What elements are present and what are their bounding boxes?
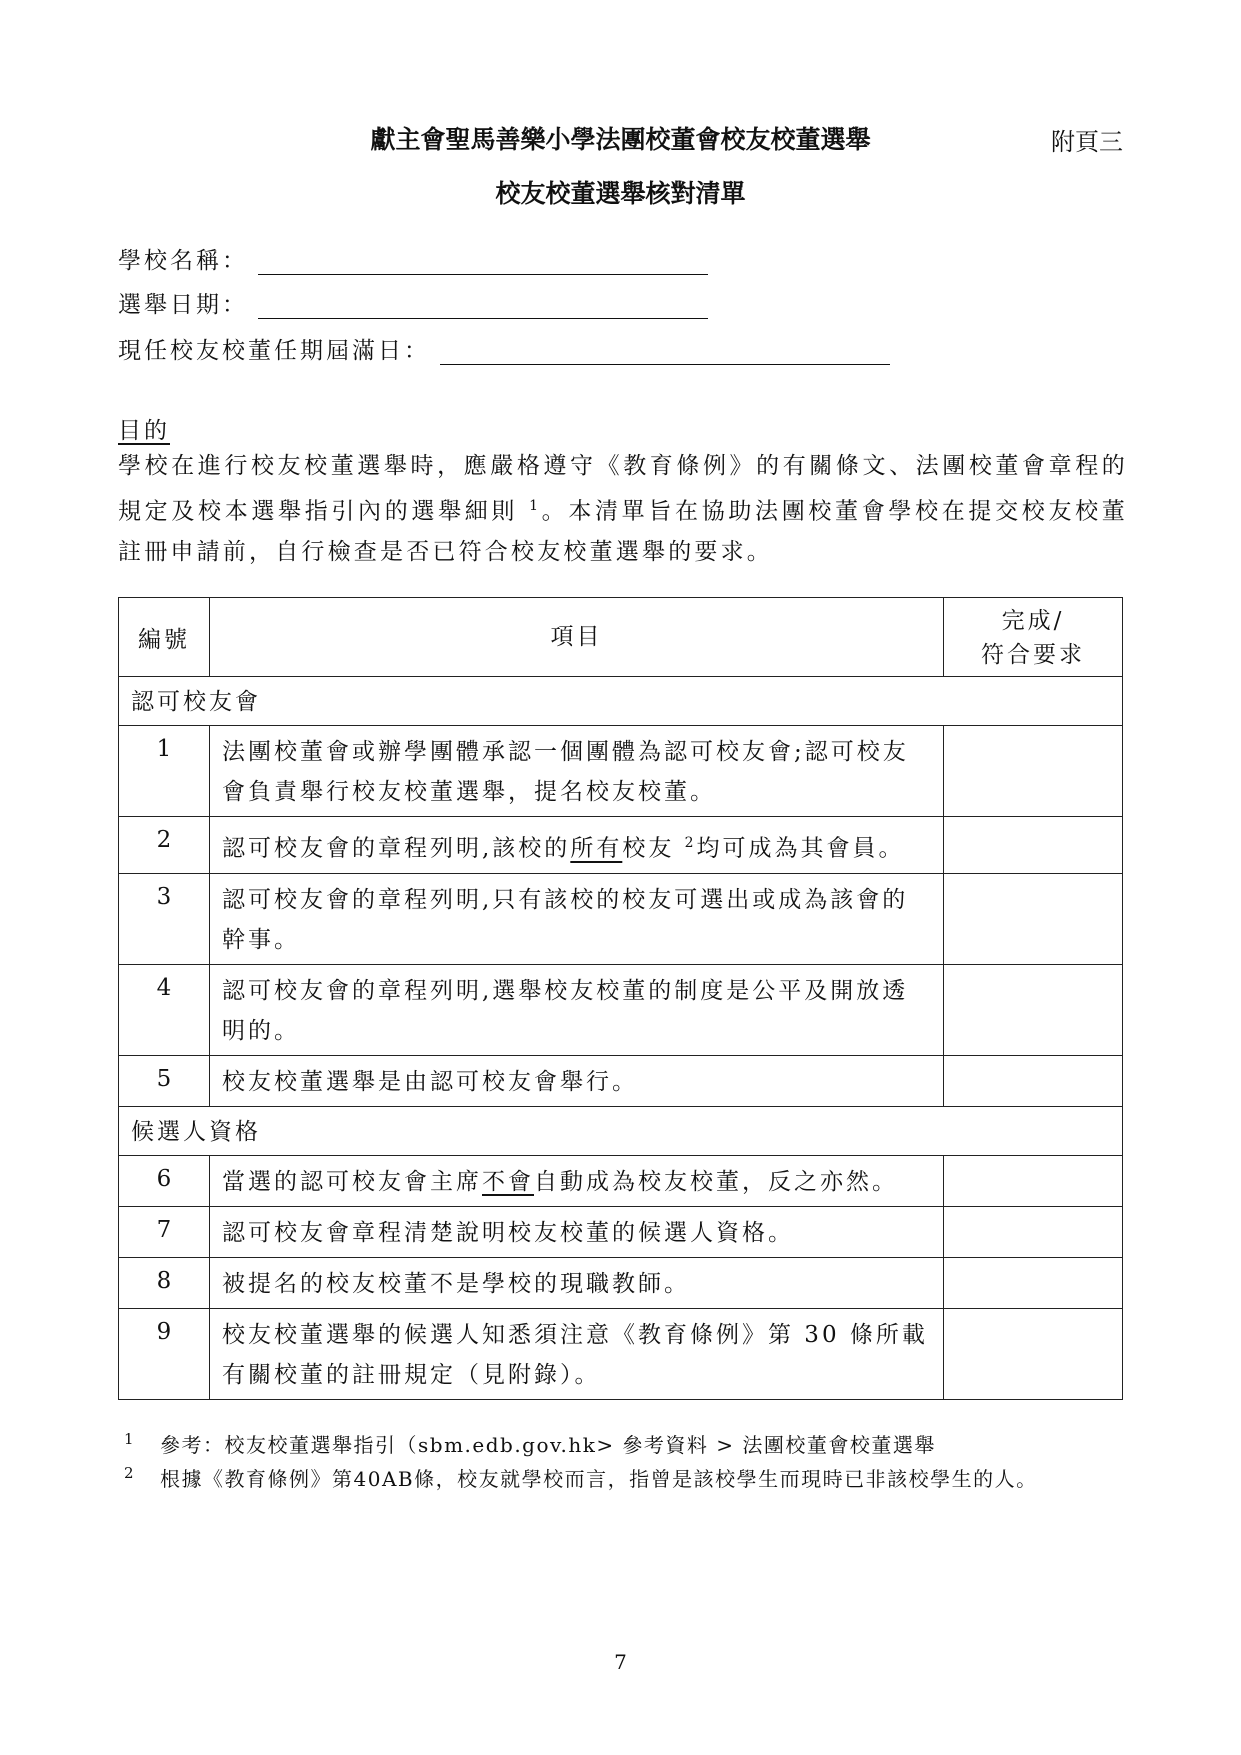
table-row [119, 1155, 1123, 1206]
page-number: 7 [614, 1650, 627, 1674]
footnotes [118, 1428, 1128, 1496]
header-no: 編號 [119, 598, 210, 677]
table-row [119, 1308, 1123, 1399]
row-item: 被提名的校友校董不是學校的現職教師。 [210, 1257, 944, 1308]
footnote-1 [118, 1428, 1128, 1462]
checklist-table [118, 597, 1123, 1400]
row-no: 7 [119, 1206, 210, 1257]
footnote-text: 根據《教育條例》第40AB條，校友就學校而言，指曾是該校學生而現時已非該校學生的人。 [160, 1467, 1038, 1491]
row-item-post: 均可成為其會員。 [696, 835, 905, 862]
row-no: 5 [119, 1055, 210, 1106]
row-done-cell[interactable] [944, 1308, 1123, 1399]
row-item: 法團校董會或辦學團體承認一個團體為認可校友會;認可校友會負責舉行校友校董選舉，提名校友校董。 [210, 726, 944, 817]
election-date-field [118, 286, 708, 319]
footnote-text: 參考：校友校董選舉指引（sbm.edb.gov.hk> 參考資料 > 法團校董會校董選舉 [160, 1433, 936, 1457]
row-no: 6 [119, 1155, 210, 1206]
purpose-heading: 目的 [118, 418, 170, 444]
row-no: 2 [119, 817, 210, 874]
row-done-cell[interactable] [944, 1257, 1123, 1308]
table-row [119, 1055, 1123, 1106]
election-date-blank[interactable] [258, 294, 708, 319]
row-done-cell[interactable] [944, 726, 1123, 817]
row-item-post: 自動成為校友校董，反之亦然。 [534, 1168, 898, 1195]
footnote-2 [118, 1462, 1128, 1496]
row-done-cell[interactable] [944, 873, 1123, 964]
row-done-cell[interactable] [944, 964, 1123, 1055]
section-row [119, 677, 1123, 726]
row-item: 校友校董選舉的候選人知悉須注意《教育條例》第 30 條所載有關校董的註冊規定（見附錄）。 [210, 1308, 944, 1399]
row-item-pre: 認可校友會的章程列明,該校的 [222, 835, 571, 862]
row-done-cell[interactable] [944, 1155, 1123, 1206]
document-subtitle: 校友校董選舉核對清單 [495, 179, 746, 208]
table-row [119, 873, 1123, 964]
table-row [119, 817, 1123, 874]
row-item-pre: 當選的認可校友會主席 [222, 1168, 482, 1195]
term-expiry-blank[interactable] [440, 340, 890, 365]
header-done-line1: 完成/ [1001, 608, 1065, 634]
purpose-text-part2: 。本清單旨在協助法團校董會學校在提交校友校董註冊申請前，自行檢查是否已符合校友校董選舉的要求。 [118, 498, 1128, 565]
footnote-mark: 2 [124, 1464, 136, 1482]
row-no: 3 [119, 873, 210, 964]
row-item [210, 1155, 944, 1206]
document-title: 獻主會聖馬善樂小學法團校董會校友校董選舉 [370, 125, 871, 154]
row-item: 認可校友會的章程列明,選舉校友校董的制度是公平及開放透明的。 [210, 964, 944, 1055]
row-item-underlined: 所有 [570, 835, 623, 862]
row-item-underlined: 不會 [482, 1168, 534, 1195]
table-header-row [119, 598, 1123, 677]
row-done-cell[interactable] [944, 1055, 1123, 1106]
school-name-blank[interactable] [258, 250, 708, 275]
table-row [119, 1257, 1123, 1308]
row-no: 4 [119, 964, 210, 1055]
footnote-ref-2: 2 [684, 835, 697, 851]
purpose-text-part1: 學校在進行校友校董選舉時，應嚴格遵守《教育條例》的有關條文、法團校董會章程的規定及校本選舉指引內的選舉細則 [118, 453, 1128, 525]
table-row [119, 964, 1123, 1055]
row-done-cell[interactable] [944, 1206, 1123, 1257]
row-item: 認可校友會章程清楚說明校友校董的候選人資格。 [210, 1206, 944, 1257]
school-name-field [118, 242, 708, 275]
school-name-label: 學校名稱： [118, 248, 248, 274]
row-no: 8 [119, 1257, 210, 1308]
term-expiry-label: 現任校友校董任期屆滿日： [118, 338, 430, 364]
row-item [210, 817, 944, 874]
footnote-mark: 1 [124, 1430, 136, 1448]
appendix-label: 附頁三 [1051, 128, 1123, 156]
row-item: 校友校董選舉是由認可校友會舉行。 [210, 1055, 944, 1106]
term-expiry-field [118, 332, 890, 365]
table-row [119, 1206, 1123, 1257]
row-item: 認可校友會的章程列明,只有該校的校友可選出或成為該會的幹事。 [210, 873, 944, 964]
purpose-paragraph [118, 446, 1128, 572]
row-no: 1 [119, 726, 210, 817]
section-row [119, 1106, 1123, 1155]
row-done-cell[interactable] [944, 817, 1123, 874]
footnote-ref-1: 1 [529, 498, 542, 514]
header-done-line2: 符合要求 [981, 642, 1085, 668]
header-item: 項目 [210, 598, 944, 677]
header-done [944, 598, 1123, 677]
row-item-mid: 校友 [622, 835, 685, 862]
section-title-alumni-association: 認可校友會 [119, 677, 1123, 726]
election-date-label: 選舉日期： [118, 292, 248, 318]
table-row [119, 726, 1123, 817]
row-no: 9 [119, 1308, 210, 1399]
section-title-candidate-eligibility: 候選人資格 [119, 1106, 1123, 1155]
